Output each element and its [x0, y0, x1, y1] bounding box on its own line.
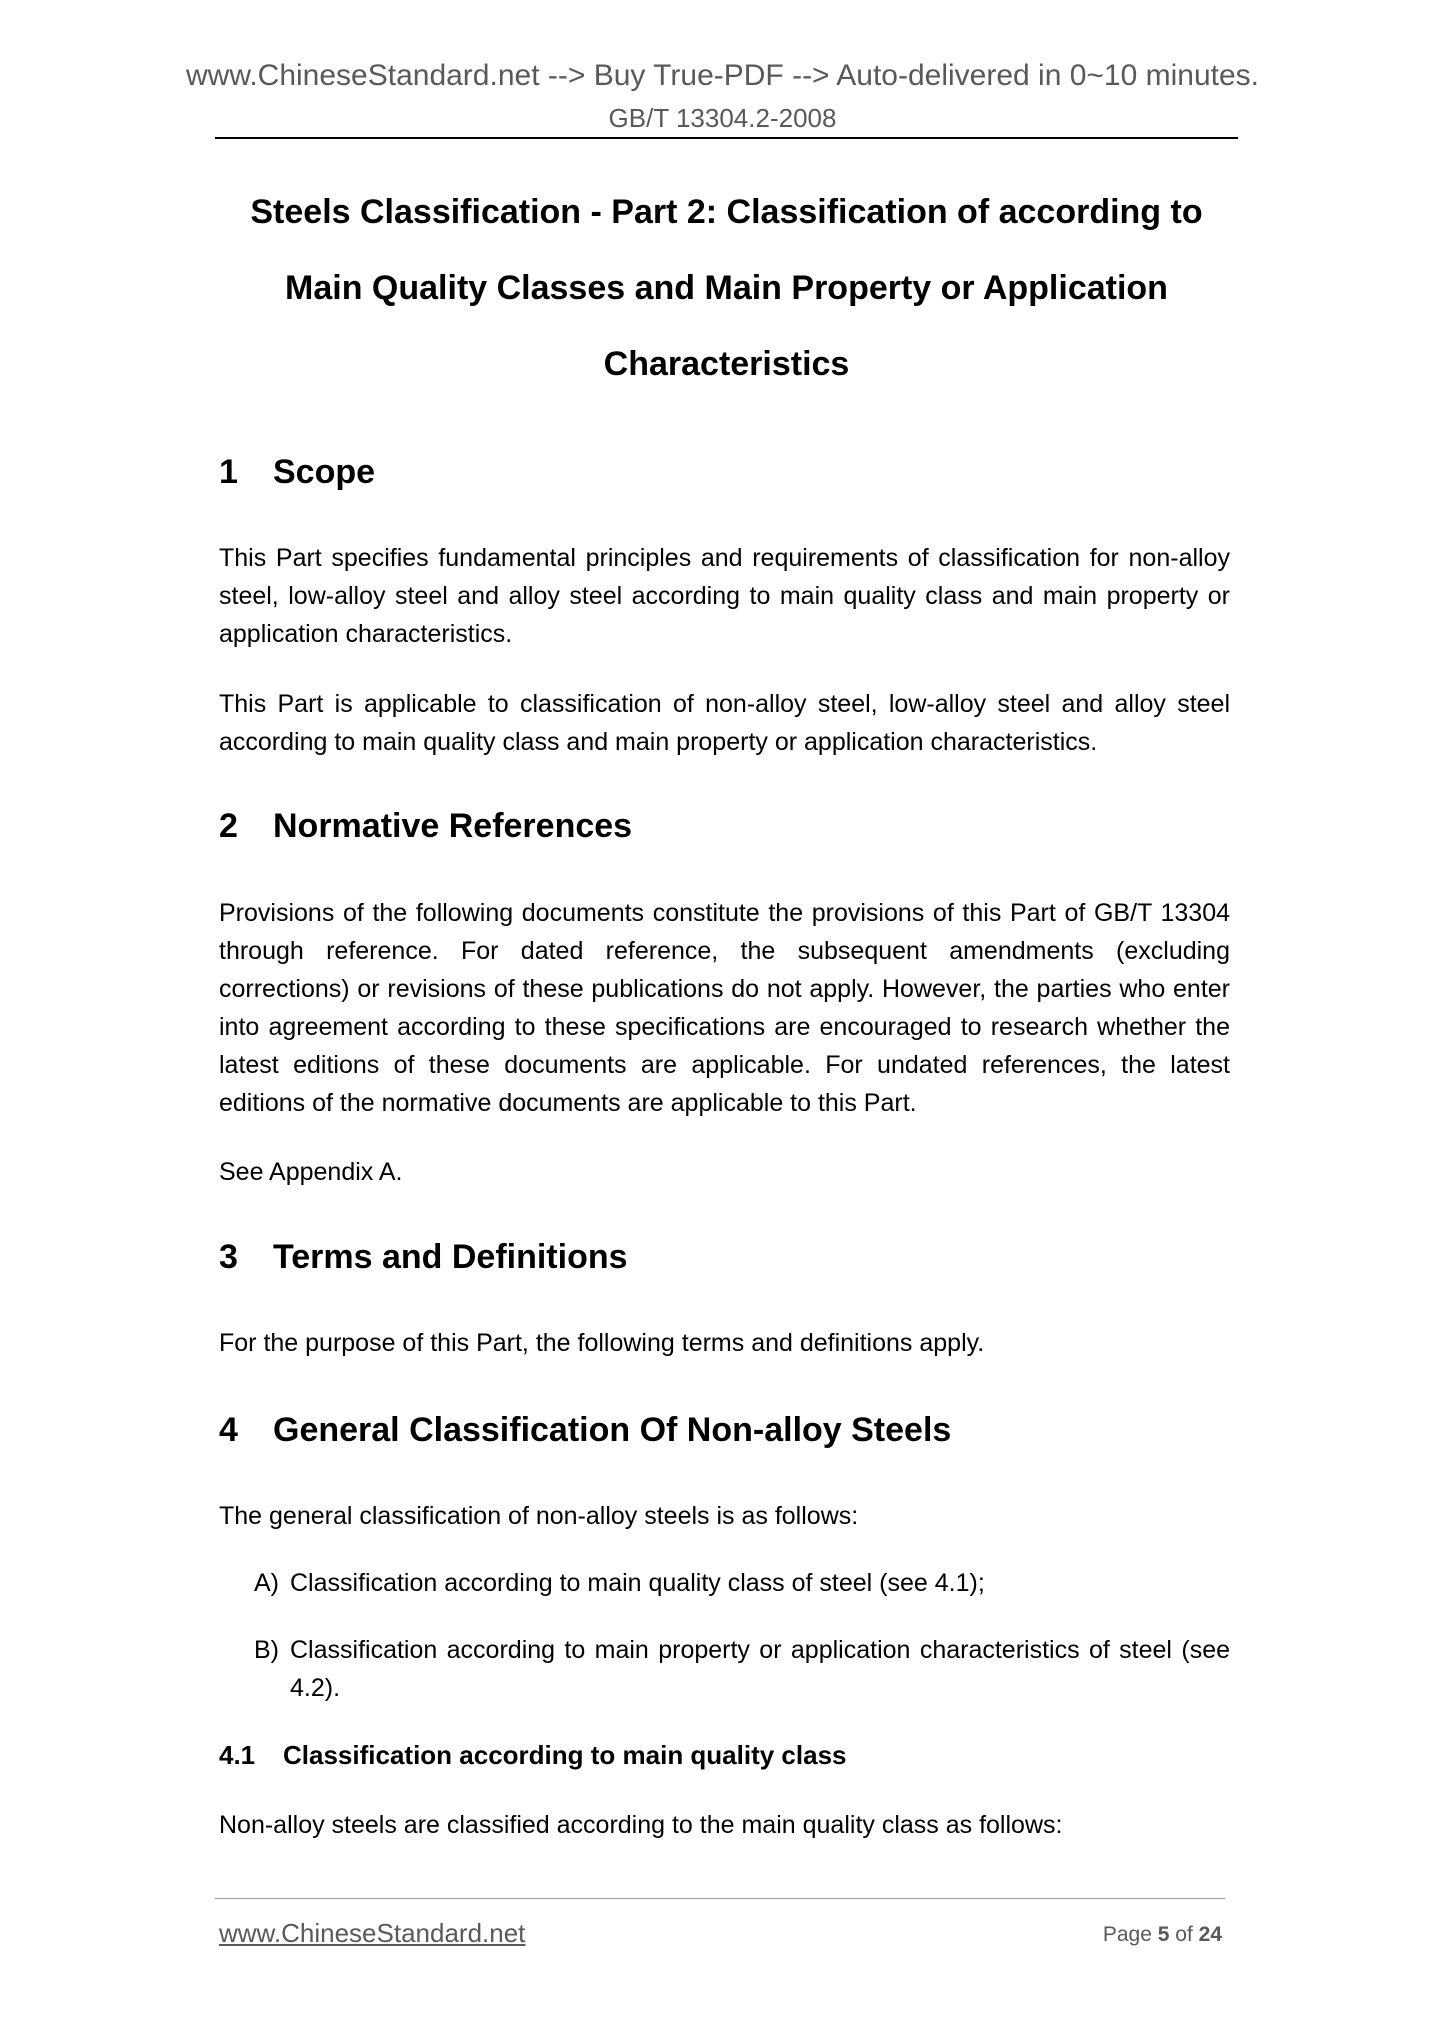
- footer-website-link[interactable]: www.ChineseStandard.net: [219, 1918, 526, 1948]
- page-prefix: Page: [1102, 1923, 1152, 1946]
- subsection-4-1-number: 4.1: [219, 1740, 256, 1770]
- page-of: of: [1175, 1923, 1193, 1946]
- section-1-title: Scope: [273, 453, 376, 491]
- list-item-text: Classification according to main property or application characteristics of steel (see 4.2).: [290, 1636, 1230, 1702]
- list-item-label: A): [254, 1569, 279, 1597]
- page-total: 24: [1198, 1923, 1222, 1946]
- document-number: GB/T 13304.2-2008: [608, 103, 837, 133]
- list-item: [254, 1631, 1230, 1707]
- list-item-text: Classification according to main quality class of steel (see 4.1);: [290, 1569, 985, 1597]
- list-item-label: B): [254, 1636, 279, 1664]
- subsection-4-1-heading: [219, 1739, 847, 1771]
- footer-divider: [215, 1898, 1225, 1899]
- see-appendix: See Appendix A.: [219, 1158, 403, 1186]
- header-banner: www.ChineseStandard.net --> Buy True-PDF --> Auto-delivered in 0~10 minutes.: [185, 59, 1260, 92]
- terms-paragraph: For the purpose of this Part, the following terms and definitions apply.: [219, 1329, 985, 1357]
- section-3-number: 3: [219, 1238, 238, 1276]
- section-4-number: 4: [219, 1411, 238, 1449]
- title-line-3: Characteristics: [603, 345, 850, 383]
- section-2-heading: [219, 806, 632, 846]
- section-3-title: Terms and Definitions: [273, 1238, 628, 1276]
- section-4-title: General Classification Of Non-alloy Steels: [273, 1411, 952, 1449]
- section-1-heading: [219, 452, 375, 492]
- section-2-number: 2: [219, 807, 238, 845]
- scope-paragraph-1: This Part specifies fundamental principles and requirements of classification for non-alloy steel, low-alloy steel and alloy steel according to main quality class and main property or application characteristics.: [219, 544, 1230, 648]
- general-classification-intro: The general classification of non-alloy steels is as follows:: [219, 1502, 859, 1530]
- section-4-heading: [219, 1410, 951, 1450]
- page-number: [1097, 1921, 1222, 1949]
- section-1-number: 1: [219, 453, 238, 491]
- scope-paragraph-2: This Part is applicable to classification of non-alloy steel, low-alloy steel and alloy steel according to main quality class and main property or application characteristics.: [219, 690, 1230, 756]
- title-line-2: Main Quality Classes and Main Property or Application: [285, 269, 1168, 307]
- header-divider: [215, 137, 1238, 139]
- quality-class-intro: Non-alloy steels are classified according to the main quality class as follows:: [219, 1811, 1063, 1839]
- page-current: 5: [1157, 1923, 1170, 1946]
- section-2-title: Normative References: [273, 807, 633, 845]
- title-line-1: Steels Classification - Part 2: Classification of according to: [250, 193, 1203, 231]
- subsection-4-1-title: Classification according to main quality class: [283, 1740, 847, 1770]
- list-item: [254, 1564, 1230, 1602]
- section-3-heading: [219, 1237, 628, 1277]
- references-paragraph: Provisions of the following documents constitute the provisions of this Part of GB/T 13304 through reference. For dated reference, the subsequent amendments (excluding corrections) or revisions of these publications do not apply. However, the parties who enter into agreement according to these specifications are encouraged to research whether the latest editions of these documents are applicable. For undated references, the latest editions of the normative documents are applicable to this Part.: [219, 899, 1230, 1117]
